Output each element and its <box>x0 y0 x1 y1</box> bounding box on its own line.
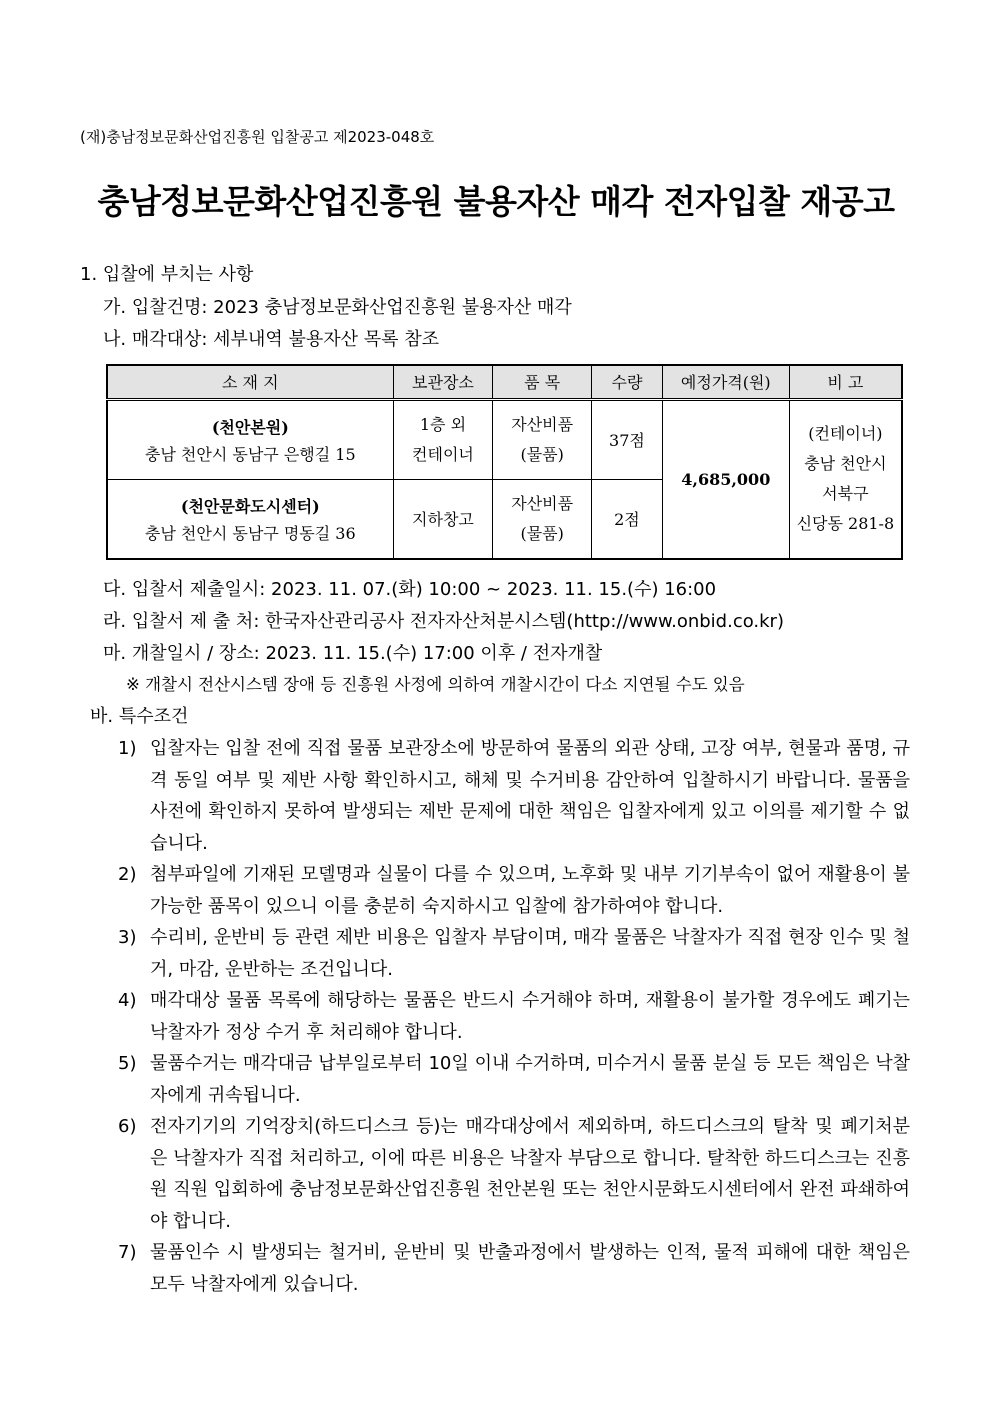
storage-cell <box>393 399 493 479</box>
section-1-heading: 1. 입찰에 부치는 사항 <box>80 264 254 285</box>
special-conditions-heading: 바. 특수조건 <box>90 706 189 727</box>
condition-text: 입찰자는 입찰 전에 직접 물품 보관장소에 방문하여 물품의 외관 상태, 고장 여부, 현물과 품명, 규격 동일 여부 및 제반 사항 확인하시고, 해체 및 수거비용 감안하여 입찰하시기 바랍니다. 물품을 사전에 확인하지 못하여 발생되는 제반 문제에 대한 책임은 입찰자에게 있고 이의를 제기할 수 없습니다. <box>150 738 910 854</box>
header-storage: 보관장소 <box>393 365 493 399</box>
table-header-row <box>107 365 902 399</box>
condition-text: 첨부파일에 기재된 모델명과 실물이 다를 수 있으며, 노후화 및 내부 기기부속이 없어 재활용이 불가능한 품목이 있으니 이를 충분히 숙지하시고 입찰에 참가하여야 합니다. <box>150 864 910 917</box>
condition-item <box>118 1048 910 1111</box>
remarks-line: 충남 천안시 <box>804 454 887 474</box>
condition-item <box>118 733 910 859</box>
header-price: 예정가격(원) <box>662 365 789 399</box>
location-name: (천안문화도시센터) <box>180 496 320 516</box>
condition-number: 3) <box>118 927 137 948</box>
condition-number: 5) <box>118 1053 137 1074</box>
remarks-line: 신당동 281-8 <box>796 514 895 534</box>
bid-submission-place: 라. 입찰서 제 출 처: 한국자산관리공사 전자자산처분시스템(http://www.onbid.co.kr) <box>103 611 784 632</box>
sale-target: 나. 매각대상: 세부내역 불용자산 목록 참조 <box>103 329 439 350</box>
condition-item <box>118 1237 910 1300</box>
item-line: 자산비품 <box>511 414 574 434</box>
price-cell: 4,685,000 <box>662 399 789 559</box>
condition-text: 전자기기의 기억장치(하드디스크 등)는 매각대상에서 제외하며, 하드디스크의 탈착 및 폐기처분은 낙찰자가 직접 처리하고, 이에 따른 비용은 낙찰자 부담으로 합니다. 탈착한 하드디스크는 진흥원 직원 입회하에 충남정보문화산업진흥원 천안본원 또는 천안시문화도시센터에서 완전 파쇄하여야 합니다. <box>150 1116 910 1232</box>
condition-item <box>118 859 910 922</box>
quantity-cell: 37점 <box>592 399 663 479</box>
condition-item <box>118 922 910 985</box>
header-item: 품 목 <box>493 365 592 399</box>
location-address: 충남 천안시 동남구 은행길 15 <box>144 444 356 464</box>
opening-datetime: 마. 개찰일시 / 장소: 2023. 11. 15.(수) 17:00 이후 / 전자개찰 <box>103 643 603 664</box>
condition-text: 매각대상 물품 목록에 해당하는 물품은 반드시 수거해야 하며, 재활용이 불가할 경우에도 폐기는 낙찰자가 정상 수거 후 처리해야 합니다. <box>150 990 910 1043</box>
page-title: 충남정보문화산업진흥원 불용자산 매각 전자입찰 재공고 <box>97 182 895 221</box>
condition-number: 6) <box>118 1116 137 1137</box>
condition-text: 물품수거는 매각대금 납부일로부터 10일 이내 수거하며, 미수거시 물품 분실 등 모든 책임은 낙찰자에게 귀속됩니다. <box>150 1053 910 1106</box>
condition-number: 1) <box>118 738 137 759</box>
condition-text: 수리비, 운반비 등 관련 제반 비용은 입찰자 부담이며, 매각 물품은 낙찰자가 직접 현장 인수 및 철거, 마감, 운반하는 조건입니다. <box>150 927 910 980</box>
header-location: 소 재 지 <box>107 365 393 399</box>
item-cell <box>493 479 592 559</box>
location-name: (천안본원) <box>211 417 289 437</box>
storage-line: 1층 외 <box>419 414 467 434</box>
condition-item <box>118 1111 910 1237</box>
item-line: (물품) <box>520 444 564 464</box>
condition-number: 2) <box>118 864 137 885</box>
storage-line: 컨테이너 <box>412 444 474 464</box>
item-line: (물품) <box>520 523 564 543</box>
notice-number: (재)충남정보문화산업진흥원 입찰공고 제2023-048호 <box>80 128 435 146</box>
location-cell <box>107 479 393 559</box>
bid-name: 가. 입찰건명: 2023 충남정보문화산업진흥원 불용자산 매각 <box>103 297 572 318</box>
location-cell <box>107 399 393 479</box>
quantity-cell: 2점 <box>592 479 663 559</box>
item-cell <box>493 399 592 479</box>
condition-number: 4) <box>118 990 137 1011</box>
header-quantity: 수량 <box>592 365 663 399</box>
storage-cell: 지하창고 <box>393 479 493 559</box>
opening-note: ※ 개찰시 전산시스템 장애 등 진흥원 사정에 의하여 개찰시간이 다소 지연될 수도 있음 <box>126 675 745 694</box>
condition-number: 7) <box>118 1242 137 1263</box>
bid-submission-period: 다. 입찰서 제출일시: 2023. 11. 07.(화) 10:00 ~ 2023. 11. 15.(수) 16:00 <box>103 579 717 600</box>
item-line: 자산비품 <box>511 493 574 513</box>
location-address: 충남 천안시 동남구 명동길 36 <box>144 523 356 543</box>
remarks-line: (컨테이너) <box>808 424 883 444</box>
condition-item <box>118 985 910 1048</box>
remarks-cell <box>789 399 902 559</box>
header-remarks: 비 고 <box>789 365 902 399</box>
condition-text: 물품인수 시 발생되는 철거비, 운반비 및 반출과정에서 발생하는 인적, 물적 피해에 대한 책임은 모두 낙찰자에게 있습니다. <box>150 1242 910 1295</box>
table-row <box>107 399 902 479</box>
asset-table <box>106 364 903 560</box>
remarks-line: 서북구 <box>822 484 869 504</box>
